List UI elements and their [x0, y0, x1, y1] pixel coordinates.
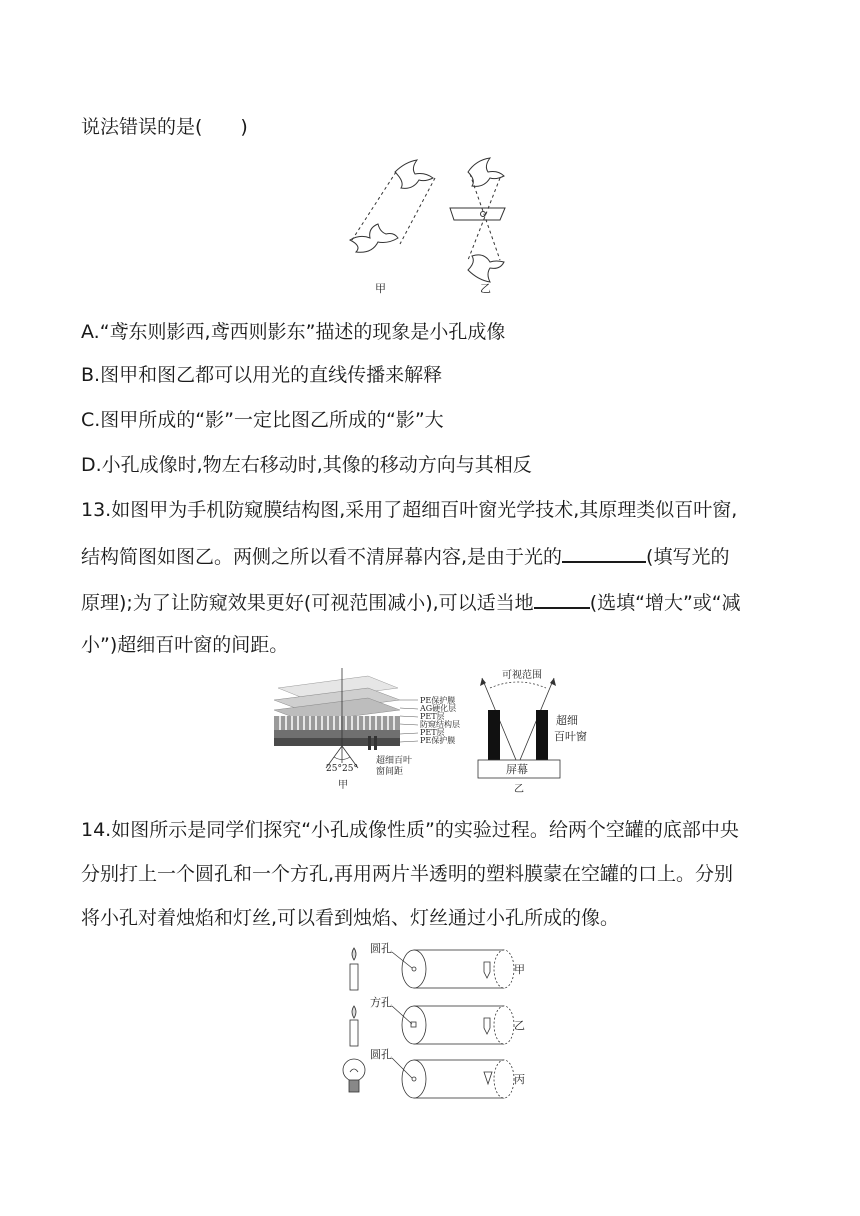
q14-line2: 分别打上一个圆孔和一个方孔,再用两片半透明的塑料膜蒙在空罐的口上。分别 — [81, 863, 734, 885]
q14-figure — [334, 940, 534, 1105]
option-b: B.图甲和图乙都可以用光的直线传播来解释 — [81, 364, 443, 386]
round-hole-bottom — [412, 1077, 416, 1081]
option-c: C.图甲所成的“影”一定比图乙所成的“影”大 — [81, 409, 444, 431]
light-bulb-icon — [343, 1059, 365, 1092]
q13-line2 — [81, 543, 729, 569]
round-hole-top — [412, 967, 416, 971]
q13-line2-text-a: 结构简图如图乙。两侧之所以看不清屏幕内容,是由于光的 — [81, 546, 563, 568]
answer-blank-2[interactable] — [534, 589, 590, 609]
layer-label-4: 防窥结构层 — [420, 720, 460, 729]
can-top — [402, 950, 514, 988]
q12-figure — [340, 150, 520, 300]
q13-line4: 小”)超细百叶窗的间距。 — [81, 634, 289, 656]
film-layers-diagram — [274, 668, 460, 791]
layer-label-3: PET层 — [420, 712, 445, 721]
q13-figure — [268, 668, 592, 796]
question-lead: 说法错误的是( ) — [81, 116, 248, 138]
answer-blank-1[interactable] — [562, 543, 646, 563]
spacing-label-2: 窗间距 — [376, 767, 404, 777]
pinhole-figure — [450, 158, 505, 282]
candle-icon-mid — [350, 1006, 358, 1046]
fig-label-yi-13: 乙 — [514, 784, 524, 795]
option-d: D.小孔成像时,物左右移动时,其像的移动方向与其相反 — [81, 454, 532, 476]
view-range-label: 可视范围 — [502, 670, 542, 681]
candle-icon-top — [350, 948, 358, 990]
blinds-label-1: 超细 — [556, 714, 578, 727]
blinds-diagram — [478, 668, 587, 795]
can-bottom — [402, 1060, 514, 1098]
option-a: A.“鸢东则影西,鸢西则影东”描述的现象是小孔成像 — [81, 321, 506, 343]
square-hole — [411, 1022, 416, 1027]
q13-line2-text-b: (填写光的 — [646, 546, 730, 568]
fig-label-yi: 乙 — [480, 282, 491, 295]
fig-label-jia: 甲 — [375, 282, 386, 295]
spacing-label-1: 超细百叶 — [376, 756, 413, 766]
hole-label-mid: 方孔 — [370, 996, 392, 1009]
pinhole-board — [450, 208, 505, 220]
layer-label-5: PET层 — [420, 728, 445, 737]
layer-label-6: PE保护膜 — [420, 736, 456, 745]
blind-right — [536, 710, 548, 760]
dove-icon — [395, 160, 433, 188]
blinds-label-2: 百叶窗 — [554, 730, 587, 743]
dove-image-icon — [468, 255, 504, 282]
q13-line3 — [81, 589, 741, 615]
screen-label: 屏幕 — [506, 763, 528, 776]
can-mid — [402, 1006, 514, 1044]
dove-shadow-figure — [350, 160, 435, 252]
q14-line3: 将小孔对着烛焰和灯丝,可以看到烛焰、灯丝通过小孔所成的像。 — [81, 907, 620, 929]
q13-line3-text-a: 原理);为了让防窥效果更好(可视范围减小),可以适当地 — [81, 592, 534, 614]
q13-line1: 13.如图甲为手机防窥膜结构图,采用了超细百叶窗光学技术,其原理类似百叶窗, — [81, 499, 738, 521]
blind-left — [488, 710, 500, 760]
angle-left-label: 25° — [326, 764, 342, 774]
can-label-top: 甲 — [514, 963, 525, 976]
can-label-bottom: 丙 — [514, 1073, 525, 1086]
hole-label-top: 圆孔 — [370, 942, 392, 955]
fig-label-jia-13: 甲 — [338, 780, 348, 791]
can-label-mid: 乙 — [514, 1019, 525, 1032]
angle-right-label: 25° — [342, 764, 358, 774]
hole-label-bottom: 圆孔 — [370, 1048, 392, 1061]
layer-label-2: AG硬化层 — [420, 704, 457, 713]
layer-label-1: PE保护膜 — [420, 696, 456, 705]
q13-line3-text-b: (选填“增大”或“减 — [589, 592, 741, 614]
dove-shadow-icon — [350, 224, 398, 252]
q14-line1: 14.如图所示是同学们探究“小孔成像性质”的实验过程。给两个空罐的底部中央 — [81, 819, 739, 841]
dove-icon-top — [468, 158, 504, 186]
